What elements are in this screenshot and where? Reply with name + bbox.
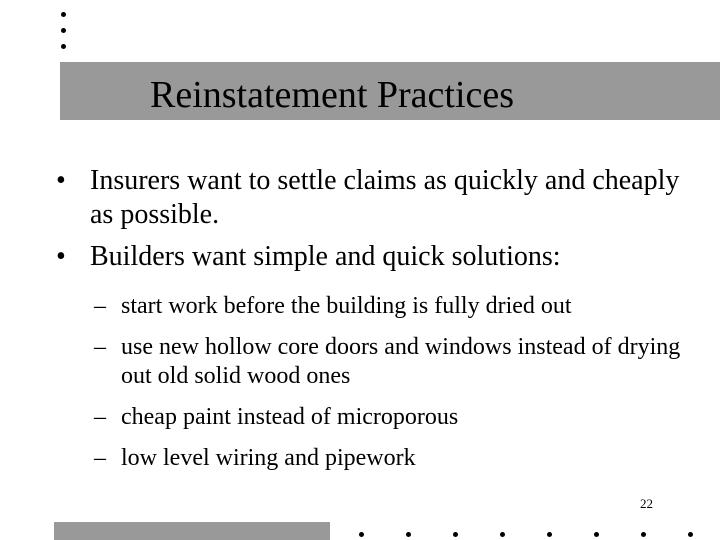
decorative-dot-b5 [547, 532, 552, 537]
sub-bullet-text: use new hollow core doors and windows instead of drying out old solid wood ones [121, 334, 681, 389]
bullet-mark: • [56, 241, 66, 272]
sub-bullet-mark: – [94, 445, 106, 471]
sub-bullet-text: cheap paint instead of microporous [121, 404, 459, 430]
sub-bullet-text: low level wiring and pipework [121, 445, 416, 471]
bullet-item [56, 164, 696, 232]
sub-bullet-mark: – [94, 334, 106, 360]
sub-bullet-text: start work before the building is fully dried out [121, 293, 572, 319]
footer-bar [54, 522, 330, 540]
sub-bullet-item [94, 292, 694, 321]
decorative-dot-1 [61, 12, 66, 17]
bullet-list [56, 164, 696, 282]
bullet-text: Builders want simple and quick solutions: [90, 241, 561, 272]
decorative-dot-b6 [594, 532, 599, 537]
decorative-dot-b8 [688, 532, 693, 537]
decorative-dot-2 [61, 28, 66, 33]
bullet-mark: • [56, 165, 66, 196]
bullet-text: Insurers want to settle claims as quickly and cheaply as possible. [90, 165, 680, 230]
bullet-item [56, 240, 696, 274]
decorative-dot-b2 [406, 532, 411, 537]
sub-bullet-item [94, 333, 694, 391]
decorative-dot-b4 [500, 532, 505, 537]
decorative-dot-3 [61, 44, 66, 49]
decorative-dot-b7 [641, 532, 646, 537]
sub-bullet-mark: – [94, 293, 106, 319]
sub-bullet-mark: – [94, 404, 106, 430]
page-number: 22 [640, 496, 653, 511]
decorative-dot-b1 [359, 532, 364, 537]
sub-bullet-item [94, 403, 694, 432]
slide-title: Reinstatement Practices [150, 74, 515, 116]
sub-bullet-list [94, 292, 694, 485]
decorative-dot-b3 [453, 532, 458, 537]
sub-bullet-item [94, 444, 694, 473]
